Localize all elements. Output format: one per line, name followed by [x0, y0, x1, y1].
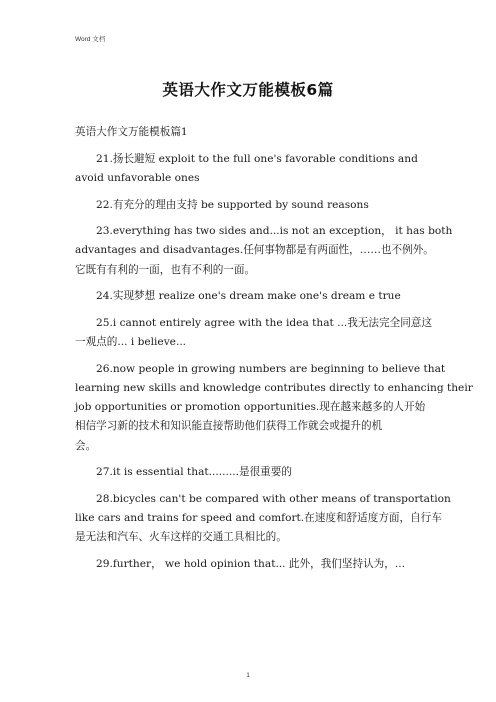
paragraph — [75, 196, 425, 215]
page-title: 英语大作文万能模板6篇 — [162, 81, 334, 99]
paragraph-line: 22.有充分的理由支持 be supported by sound reasons — [96, 198, 369, 211]
document-body — [75, 123, 473, 574]
paragraph-line: learning new skills and knowledge contributes directly to enhancing their — [75, 382, 473, 395]
page-number: 1 — [246, 672, 250, 679]
paragraph-line: 21.扬长避短 exploit to the full one's favorable conditions and — [96, 152, 418, 165]
paragraph — [75, 314, 432, 352]
paragraph-line: 相信学习新的技术和知识能直接帮助他们获得工作就会或提升的机 — [75, 420, 383, 433]
paragraph-line: 是无法和汽车、火车这样的交通工具相比的。 — [75, 531, 287, 544]
paragraph-line: avoid unfavorable ones — [75, 171, 200, 184]
paragraph-line: 23.everything has two sides and...is not an exception， it has both — [96, 225, 453, 238]
paragraph-line: 会。 — [75, 439, 97, 452]
paragraph — [75, 222, 453, 280]
paragraph — [75, 360, 473, 456]
paragraph-line: advantages and disadvantages.任何事物都是有两面性，……也不例外。 — [75, 244, 434, 257]
header-label: Word 文档 — [75, 36, 106, 43]
item-list — [75, 150, 473, 575]
paragraph-line: 24.实现梦想 realize one's dream make one's dream e true — [96, 290, 401, 303]
paragraph-line: 它既有有利的一面，也有不利的一面。 — [75, 263, 256, 276]
section-subtitle: 英语大作文万能模板篇1 — [75, 126, 188, 138]
paragraph — [75, 490, 451, 548]
paragraph-line: job opportunities or promotion opportunities.现在越来越多的人开始 — [75, 401, 426, 414]
paragraph — [75, 463, 425, 482]
paragraph-line: 27.it is essential that.........是很重要的 — [96, 466, 292, 479]
paragraph-line: 25.i cannot entirely agree with the idea that ...我无法完全同意这 — [96, 317, 432, 329]
paragraph-line: 29.further， we hold opinion that... 此外，我们坚持认为，... — [96, 558, 405, 571]
paragraph-line: 一观点的... i believe... — [75, 336, 187, 349]
paragraph — [75, 287, 425, 306]
paragraph — [75, 555, 425, 574]
paragraph — [75, 150, 425, 188]
paragraph-line: 26.now people in growing numbers are beginning to believe that — [96, 362, 446, 375]
paragraph-line: like cars and trains for speed and comfort.在速度和舒适度方面，自行车 — [75, 512, 442, 525]
paragraph-line: 28.bicycles can't be compared with other means of transportation — [96, 493, 451, 505]
